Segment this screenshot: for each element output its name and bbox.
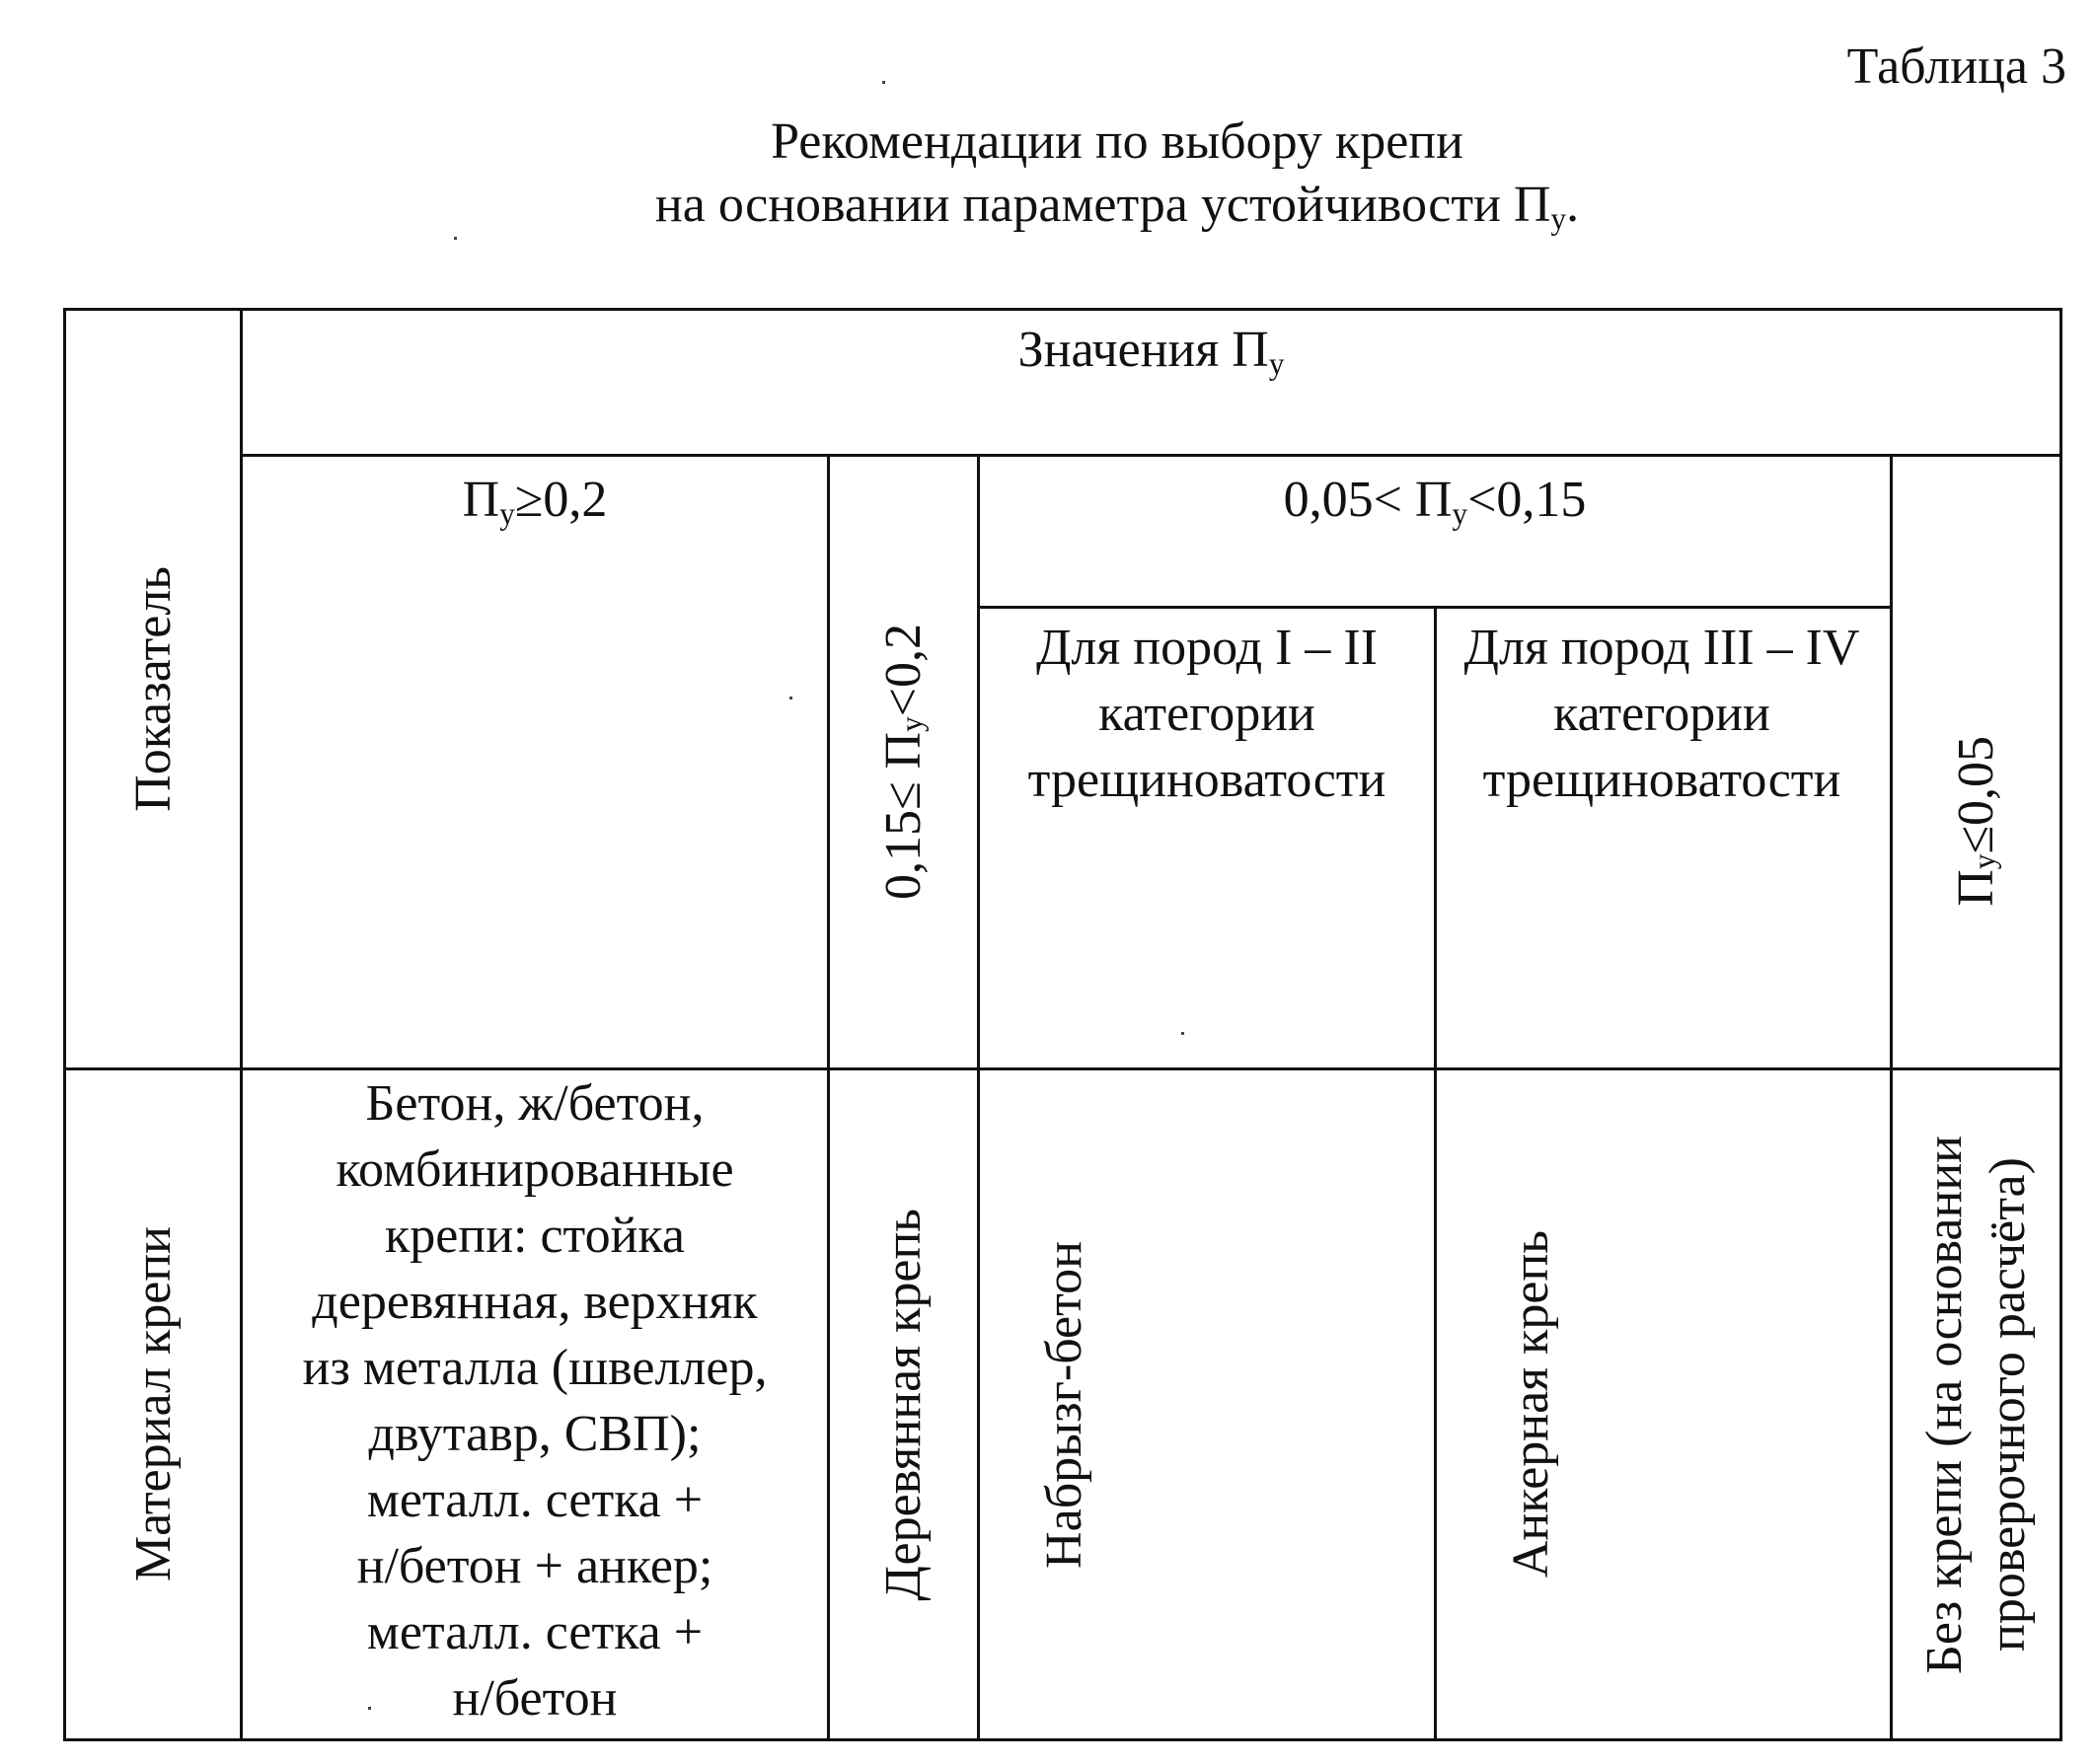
scan-speck: [1181, 1032, 1184, 1035]
material-col4: Анкерная крепь: [1502, 1230, 1559, 1579]
material-col1-line: из металла (швеллер,: [302, 1340, 768, 1396]
material-col5: [1893, 1070, 2059, 1738]
table-border-right: [2059, 308, 2062, 1741]
document-subtitle: на основании параметра устойчивости $П_у$.: [654, 177, 1580, 236]
material-col1-line: двутавр, СВП);: [368, 1406, 702, 1462]
material-col1-line: н/бетон: [452, 1670, 618, 1727]
scan-speck: [789, 697, 792, 699]
material-col1-line: крепи: стойка: [385, 1208, 685, 1264]
header-col2-range: $0,15\le П_у<0,2$: [875, 624, 932, 901]
row-label-material: Материал крепи: [124, 1226, 182, 1582]
header-values: Значения $П_у$: [1017, 322, 1285, 381]
table-border-bottom: [63, 1738, 2062, 1741]
material-col5-line1: Без крепи (на основании: [1915, 1135, 1973, 1674]
header-col4-subheader: Для пород III – IV категории трещиноватости: [1463, 620, 1860, 808]
scan-speck: [368, 1707, 371, 1710]
table-number: Таблица 3: [1846, 38, 2066, 95]
header-col5-range: $П_у\le 0,05$: [1948, 736, 2004, 907]
scan-speck: [454, 237, 457, 240]
document-title: Рекомендации по выбору крепи: [771, 113, 1463, 170]
header-col3-subheader: Для пород I – II категории трещиноватости: [1027, 620, 1386, 808]
material-col1-list: [243, 1070, 827, 1738]
header-col1-range: $П_у\ge 0,2$: [462, 472, 608, 531]
material-col1-line: металл. сетка +: [366, 1604, 704, 1660]
header-col34-range: $0,05< П_у<0,15$: [1283, 472, 1587, 531]
material-col5-line2: проверочного расчёта): [1979, 1157, 2036, 1652]
material-col1-line: деревянная, верхняк: [312, 1274, 758, 1330]
material-col1-line: металл. сетка +: [366, 1472, 704, 1528]
header-indicator: Показатель: [124, 566, 182, 812]
material-col1-line: н/бетон + анкер;: [356, 1538, 713, 1594]
material-col1-line: комбинированные: [336, 1141, 734, 1198]
material-col1-lines: [303, 1070, 768, 1731]
material-col1-line: Бетон, ж/бетон,: [365, 1075, 705, 1132]
scan-speck: [882, 81, 885, 84]
material-col3: Набрызг-бетон: [1035, 1240, 1092, 1569]
material-col2: Деревянная крепь: [875, 1208, 932, 1601]
